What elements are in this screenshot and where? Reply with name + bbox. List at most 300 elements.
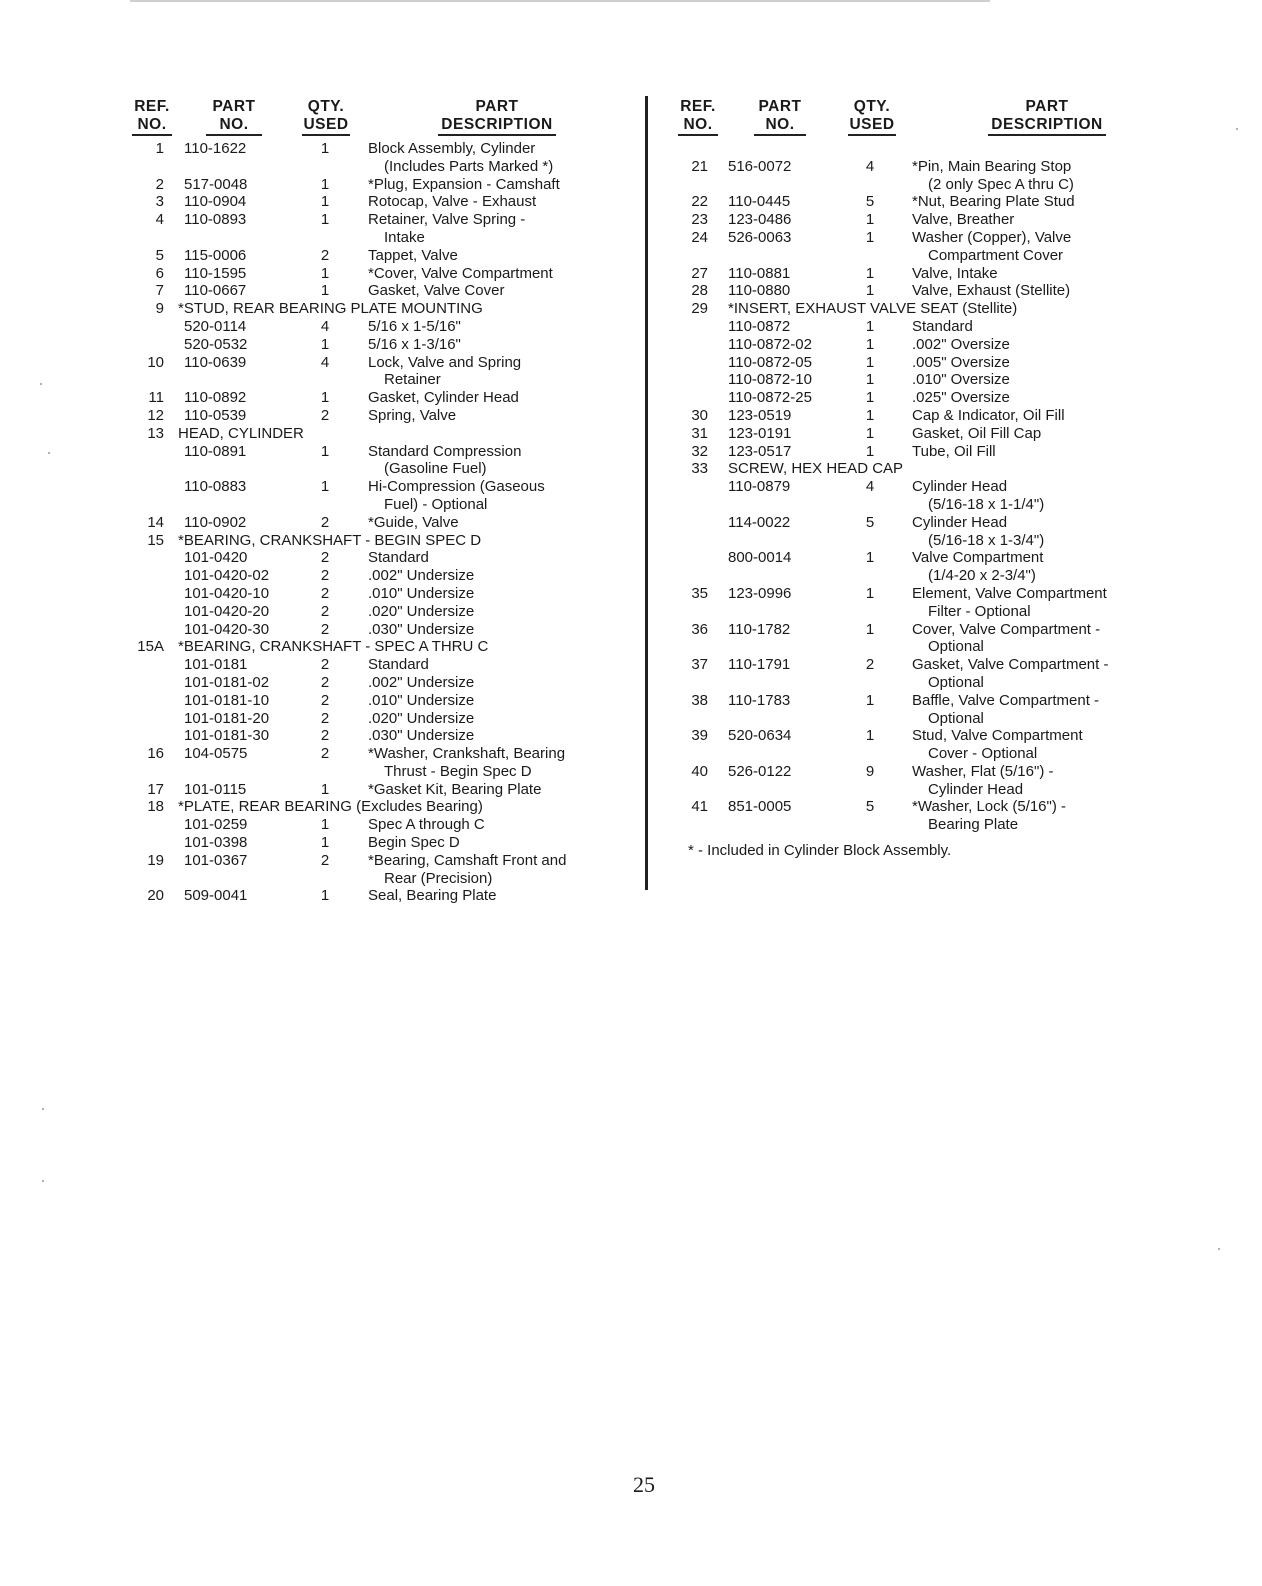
part-cell: 110-1622: [184, 140, 247, 157]
part-cell: 800-0014: [728, 549, 792, 567]
description-cell: Standard: [368, 656, 429, 674]
table-row: [678, 674, 1158, 692]
qty-cell: 1: [865, 406, 875, 424]
header-ref-line2: NO.: [678, 116, 718, 136]
description-cell: 5/16 x 1-3/16": [368, 335, 461, 353]
header-qty-line1: QTY.: [307, 98, 345, 115]
header-desc-line1: PART: [1025, 98, 1069, 115]
table-header: [132, 96, 612, 140]
description-cell: 5/16 x 1-5/16": [368, 317, 461, 335]
header-qty: [302, 98, 350, 136]
description-cell: Cover, Valve Compartment -: [912, 620, 1101, 638]
table-row: [132, 621, 612, 639]
part-cell: 123-0486: [728, 211, 792, 229]
table-row: [678, 763, 1158, 781]
part-cell: 101-0420-10: [184, 584, 270, 602]
part-cell: 520-0532: [184, 335, 248, 353]
table-row: [132, 656, 612, 674]
table-row: [678, 621, 1158, 639]
table-row: [678, 532, 1158, 550]
ref-cell: 16: [147, 745, 164, 763]
description-cell: Tube, Oil Fill: [912, 442, 996, 460]
qty-cell: 1: [320, 282, 330, 300]
table-row: [678, 638, 1158, 656]
description-cell: Retainer, Valve Spring -: [368, 211, 526, 229]
ref-cell: 18: [147, 798, 164, 816]
qty-cell: 2: [865, 656, 875, 674]
description-cell: Baffle, Valve Compartment -: [912, 691, 1100, 709]
part-cell: SCREW, HEX HEAD CAP: [728, 460, 904, 478]
part-cell: HEAD, CYLINDER: [178, 424, 304, 442]
qty-cell: 1: [320, 834, 330, 852]
table-row: [132, 336, 612, 354]
description-cell: *Cover, Valve Compartment: [368, 264, 553, 282]
table-row: [678, 158, 1158, 176]
table-row: [132, 638, 612, 656]
header-ref-line1: REF.: [134, 98, 170, 115]
ref-cell: 36: [691, 620, 708, 638]
description-cell: Cylinder Head: [928, 780, 1024, 798]
description-cell: *Plug, Expansion - Camshaft: [368, 175, 560, 193]
column-divider: [645, 96, 648, 890]
part-cell: 110-0880: [728, 282, 791, 300]
table-row: [132, 727, 612, 745]
scan-speck: [40, 383, 42, 385]
description-cell: Spec A through C: [368, 816, 485, 834]
qty-cell: 4: [865, 157, 875, 175]
description-cell: Fuel) - Optional: [384, 495, 488, 513]
part-cell: 101-0367: [184, 851, 248, 869]
part-cell: 110-0902: [184, 513, 247, 531]
description-cell: Cover - Optional: [928, 745, 1038, 763]
ref-cell: 5: [155, 246, 164, 264]
description-cell: (5/16-18 x 1-1/4"): [928, 495, 1045, 513]
table-row: [678, 656, 1158, 674]
table-row: [132, 282, 612, 300]
table-row: [678, 300, 1158, 318]
table-row: [132, 763, 612, 781]
ref-cell: 7: [155, 282, 164, 300]
qty-cell: 1: [320, 389, 330, 407]
part-cell: 110-0879: [728, 478, 791, 496]
header-ref: [132, 98, 172, 136]
table-row: [132, 158, 612, 176]
description-cell: *Bearing, Camshaft Front and: [368, 851, 567, 869]
description-cell: .002" Undersize: [368, 567, 475, 585]
description-cell: *Gasket Kit, Bearing Plate: [368, 780, 542, 798]
ref-cell: 30: [691, 406, 708, 424]
qty-cell: 1: [865, 727, 875, 745]
part-cell: 101-0181-30: [184, 727, 270, 745]
part-cell: 110-0872-25: [728, 389, 812, 407]
header-part-line2: NO.: [754, 116, 806, 136]
table-row: [132, 834, 612, 852]
ref-cell: 37: [691, 656, 708, 674]
table-row: [132, 407, 612, 425]
part-cell: 123-0191: [728, 424, 792, 442]
part-cell: 110-0891: [184, 442, 247, 460]
scan-speck: [1236, 128, 1238, 130]
header-part-line1: PART: [758, 98, 802, 115]
description-cell: Gasket, Cylinder Head: [368, 389, 519, 407]
part-cell: 517-0048: [184, 175, 248, 193]
qty-cell: 9: [865, 762, 875, 780]
description-cell: Gasket, Valve Compartment -: [912, 656, 1109, 674]
ref-cell: 1: [155, 140, 164, 157]
table-row: [132, 193, 612, 211]
table-body-right: [678, 140, 1158, 834]
table-row: [132, 247, 612, 265]
description-cell: Thrust - Begin Spec D: [384, 762, 532, 780]
footnote: * - Included in Cylinder Block Assembly.: [688, 842, 952, 859]
table-row: [132, 443, 612, 461]
part-cell: 101-0115: [184, 780, 247, 798]
table-row: [678, 265, 1158, 283]
part-cell: 110-0881: [728, 264, 791, 282]
part-cell: *PLATE, REAR BEARING (Excludes Bearing): [178, 798, 483, 816]
description-cell: Retainer: [384, 371, 441, 389]
part-cell: 101-0420-02: [184, 567, 270, 585]
qty-cell: 2: [320, 602, 330, 620]
table-row: [678, 567, 1158, 585]
ref-cell: 4: [155, 211, 164, 229]
part-cell: 110-0445: [728, 193, 791, 211]
qty-cell: 2: [320, 656, 330, 674]
qty-cell: 2: [320, 567, 330, 585]
description-cell: (Gasoline Fuel): [384, 460, 487, 478]
table-body-left: [132, 140, 612, 905]
page-number: 25: [633, 1472, 655, 1497]
table-row: [132, 371, 612, 389]
scan-speck: [48, 452, 50, 454]
qty-cell: 1: [320, 780, 330, 798]
ref-cell: 10: [147, 353, 164, 371]
qty-cell: 1: [865, 211, 875, 229]
description-cell: *Pin, Main Bearing Stop: [912, 157, 1072, 175]
qty-cell: 1: [320, 140, 330, 157]
header-desc-line2: DESCRIPTION: [988, 116, 1106, 136]
qty-cell: 1: [320, 211, 330, 229]
qty-cell: 1: [320, 442, 330, 460]
header-qty-line1: QTY.: [853, 98, 891, 115]
parts-table-left: [132, 96, 612, 905]
scan-speck: [42, 1180, 44, 1182]
description-cell: Cap & Indicator, Oil Fill: [912, 406, 1065, 424]
qty-cell: 1: [865, 549, 875, 567]
table-row: [678, 710, 1158, 728]
table-row: [132, 710, 612, 728]
description-cell: Washer (Copper), Valve: [912, 228, 1072, 246]
table-row: [132, 300, 612, 318]
part-cell: 101-0420-30: [184, 620, 270, 638]
table-row: [132, 816, 612, 834]
header-desc: [438, 98, 556, 136]
table-row: [132, 549, 612, 567]
table-row: [132, 478, 612, 496]
ref-cell: 33: [691, 460, 708, 478]
table-row: [678, 496, 1158, 514]
qty-cell: 1: [865, 335, 875, 353]
part-cell: 110-0539: [184, 406, 247, 424]
description-cell: Block Assembly, Cylinder: [368, 140, 536, 157]
ref-cell: 38: [691, 691, 708, 709]
description-cell: .030" Undersize: [368, 727, 475, 745]
table-row: [132, 514, 612, 532]
table-row: [678, 407, 1158, 425]
table-row: [132, 265, 612, 283]
ref-cell: 39: [691, 727, 708, 745]
ref-cell: 19: [147, 851, 164, 869]
description-cell: Valve Compartment: [912, 549, 1044, 567]
qty-cell: 5: [865, 798, 875, 816]
description-cell: (2 only Spec A thru C): [928, 175, 1074, 193]
table-row: [678, 282, 1158, 300]
part-cell: 104-0575: [184, 745, 248, 763]
table-row: [678, 745, 1158, 763]
ref-cell: 17: [147, 780, 164, 798]
ref-cell: 24: [691, 228, 708, 246]
part-cell: *STUD, REAR BEARING PLATE MOUNTING: [178, 300, 483, 318]
header-desc-line2: DESCRIPTION: [438, 116, 556, 136]
part-cell: 516-0072: [728, 157, 792, 175]
table-row: [678, 603, 1158, 621]
description-cell: .005" Oversize: [912, 353, 1010, 371]
description-cell: Rear (Precision): [384, 869, 493, 887]
ref-cell: 9: [155, 300, 164, 318]
part-cell: 851-0005: [728, 798, 792, 816]
part-cell: 123-0519: [728, 406, 792, 424]
description-cell: Compartment Cover: [928, 246, 1064, 264]
table-row: [132, 389, 612, 407]
part-cell: 520-0634: [728, 727, 792, 745]
part-cell: 110-0872-10: [728, 371, 812, 389]
ref-cell: 2: [155, 175, 164, 193]
part-cell: 110-0892: [184, 389, 247, 407]
qty-cell: 1: [865, 353, 875, 371]
table-row: [132, 781, 612, 799]
description-cell: Tappet, Valve: [368, 246, 458, 264]
description-cell: Valve, Intake: [912, 264, 998, 282]
qty-cell: 1: [865, 389, 875, 407]
qty-cell: 1: [320, 264, 330, 282]
ref-cell: 3: [155, 193, 164, 211]
description-cell: .010" Oversize: [912, 371, 1010, 389]
description-cell: Cylinder Head: [912, 478, 1008, 496]
ref-cell: 12: [147, 406, 164, 424]
qty-cell: 1: [865, 264, 875, 282]
table-row: [678, 781, 1158, 799]
description-cell: Filter - Optional: [928, 602, 1031, 620]
table-row: [132, 229, 612, 247]
part-cell: 110-0872: [728, 317, 791, 335]
part-cell: 101-0420: [184, 549, 248, 567]
part-cell: 123-0517: [728, 442, 792, 460]
description-cell: *Nut, Bearing Plate Stud: [912, 193, 1075, 211]
ref-cell: 32: [691, 442, 708, 460]
part-cell: 101-0420-20: [184, 602, 270, 620]
ref-cell: 21: [691, 157, 708, 175]
scan-speck: [42, 1108, 44, 1110]
qty-cell: 2: [320, 745, 330, 763]
part-cell: 509-0041: [184, 887, 248, 905]
table-row: [678, 425, 1158, 443]
description-cell: Hi-Compression (Gaseous: [368, 478, 545, 496]
scan-speck: [1218, 1248, 1220, 1250]
table-row: [132, 692, 612, 710]
ref-cell: 13: [147, 424, 164, 442]
table-row: [678, 585, 1158, 603]
qty-cell: 1: [865, 282, 875, 300]
description-cell: Lock, Valve and Spring: [368, 353, 522, 371]
description-cell: Spring, Valve: [368, 406, 457, 424]
qty-cell: 2: [320, 513, 330, 531]
part-cell: 101-0181-10: [184, 691, 270, 709]
part-cell: 115-0006: [184, 246, 247, 264]
description-cell: Optional: [928, 638, 984, 656]
part-cell: *BEARING, CRANKSHAFT - SPEC A THRU C: [178, 638, 489, 656]
part-cell: 110-1783: [728, 691, 791, 709]
header-part-line1: PART: [212, 98, 256, 115]
description-cell: .010" Undersize: [368, 584, 475, 602]
table-row: [132, 798, 612, 816]
description-cell: Bearing Plate: [928, 816, 1019, 834]
table-row: [678, 354, 1158, 372]
description-cell: .020" Undersize: [368, 709, 475, 727]
qty-cell: 2: [320, 673, 330, 691]
ref-cell: 35: [691, 584, 708, 602]
description-cell: Valve, Exhaust (Stellite): [912, 282, 1071, 300]
table-row: [678, 211, 1158, 229]
description-cell: Gasket, Oil Fill Cap: [912, 424, 1042, 442]
description-cell: Standard Compression: [368, 442, 522, 460]
ref-cell: 14: [147, 513, 164, 531]
table-row: [132, 425, 612, 443]
description-cell: (Includes Parts Marked *): [384, 157, 554, 175]
table-row: [132, 674, 612, 692]
qty-cell: 4: [320, 317, 330, 335]
part-cell: 526-0122: [728, 762, 792, 780]
table-row: [678, 727, 1158, 745]
description-cell: Valve, Breather: [912, 211, 1015, 229]
description-cell: *Guide, Valve: [368, 513, 459, 531]
qty-cell: 1: [320, 816, 330, 834]
qty-cell: 2: [320, 851, 330, 869]
part-cell: 110-0872-02: [728, 335, 812, 353]
table-row: [132, 496, 612, 514]
qty-cell: 1: [865, 442, 875, 460]
ref-cell: 6: [155, 264, 164, 282]
table-row: [678, 336, 1158, 354]
ref-cell: 31: [691, 424, 708, 442]
part-cell: 110-0904: [184, 193, 247, 211]
qty-cell: 1: [320, 193, 330, 211]
part-cell: 101-0259: [184, 816, 248, 834]
description-cell: .020" Undersize: [368, 602, 475, 620]
ref-cell: 29: [691, 300, 708, 318]
description-cell: Element, Valve Compartment: [912, 584, 1107, 602]
part-cell: 123-0996: [728, 584, 792, 602]
table-row: [678, 798, 1158, 816]
table-row: [678, 478, 1158, 496]
header-ref-line2: NO.: [132, 116, 172, 136]
ref-cell: 27: [691, 264, 708, 282]
ref-cell: 22: [691, 193, 708, 211]
part-cell: 101-0181-20: [184, 709, 270, 727]
table-row: [678, 176, 1158, 194]
description-cell: (1/4-20 x 2-3/4"): [928, 567, 1036, 585]
table-row: [132, 567, 612, 585]
qty-cell: 4: [865, 478, 875, 496]
description-cell: Begin Spec D: [368, 834, 460, 852]
description-cell: .002" Undersize: [368, 673, 475, 691]
description-cell: .002" Oversize: [912, 335, 1010, 353]
table-header: [678, 96, 1158, 140]
top-edge-line: [130, 0, 990, 2]
part-cell: *INSERT, EXHAUST VALVE SEAT (Stellite): [728, 300, 1018, 318]
table-row: [132, 852, 612, 870]
description-cell: Optional: [928, 673, 984, 691]
qty-cell: 1: [865, 691, 875, 709]
part-cell: 101-0181: [184, 656, 248, 674]
header-desc-line1: PART: [475, 98, 519, 115]
header-part: [754, 98, 806, 136]
part-cell: 110-0667: [184, 282, 247, 300]
table-row: [678, 549, 1158, 567]
part-cell: 110-1782: [728, 620, 791, 638]
description-cell: *Washer, Crankshaft, Bearing: [368, 745, 566, 763]
qty-cell: 2: [320, 620, 330, 638]
header-desc: [988, 98, 1106, 136]
qty-cell: 2: [320, 727, 330, 745]
header-qty-line2: USED: [848, 116, 896, 136]
table-row: [678, 229, 1158, 247]
table-row: [132, 211, 612, 229]
description-cell: .010" Undersize: [368, 691, 475, 709]
table-row: [678, 318, 1158, 336]
header-qty-line2: USED: [302, 116, 350, 136]
header-qty: [848, 98, 896, 136]
part-cell: 110-1595: [184, 264, 247, 282]
qty-cell: 5: [865, 513, 875, 531]
table-row: [678, 247, 1158, 265]
ref-cell: 15: [147, 531, 164, 549]
table-row: [678, 692, 1158, 710]
table-row: [132, 585, 612, 603]
table-row: [678, 140, 1158, 158]
ref-cell: 15A: [137, 638, 164, 656]
qty-cell: 2: [320, 406, 330, 424]
description-cell: Intake: [384, 228, 425, 246]
qty-cell: 5: [865, 193, 875, 211]
qty-cell: 2: [320, 691, 330, 709]
qty-cell: 1: [320, 335, 330, 353]
table-row: [132, 140, 612, 158]
table-row: [678, 193, 1158, 211]
ref-cell: 41: [691, 798, 708, 816]
qty-cell: 1: [865, 620, 875, 638]
ref-cell: 23: [691, 211, 708, 229]
qty-cell: 1: [865, 424, 875, 442]
part-cell: 110-1791: [728, 656, 791, 674]
part-cell: 110-0639: [184, 353, 247, 371]
description-cell: Stud, Valve Compartment: [912, 727, 1083, 745]
table-row: [132, 532, 612, 550]
description-cell: Cylinder Head: [912, 513, 1008, 531]
table-row: [678, 514, 1158, 532]
part-cell: 110-0893: [184, 211, 247, 229]
part-cell: 526-0063: [728, 228, 792, 246]
description-cell: Washer, Flat (5/16") -: [912, 762, 1054, 780]
